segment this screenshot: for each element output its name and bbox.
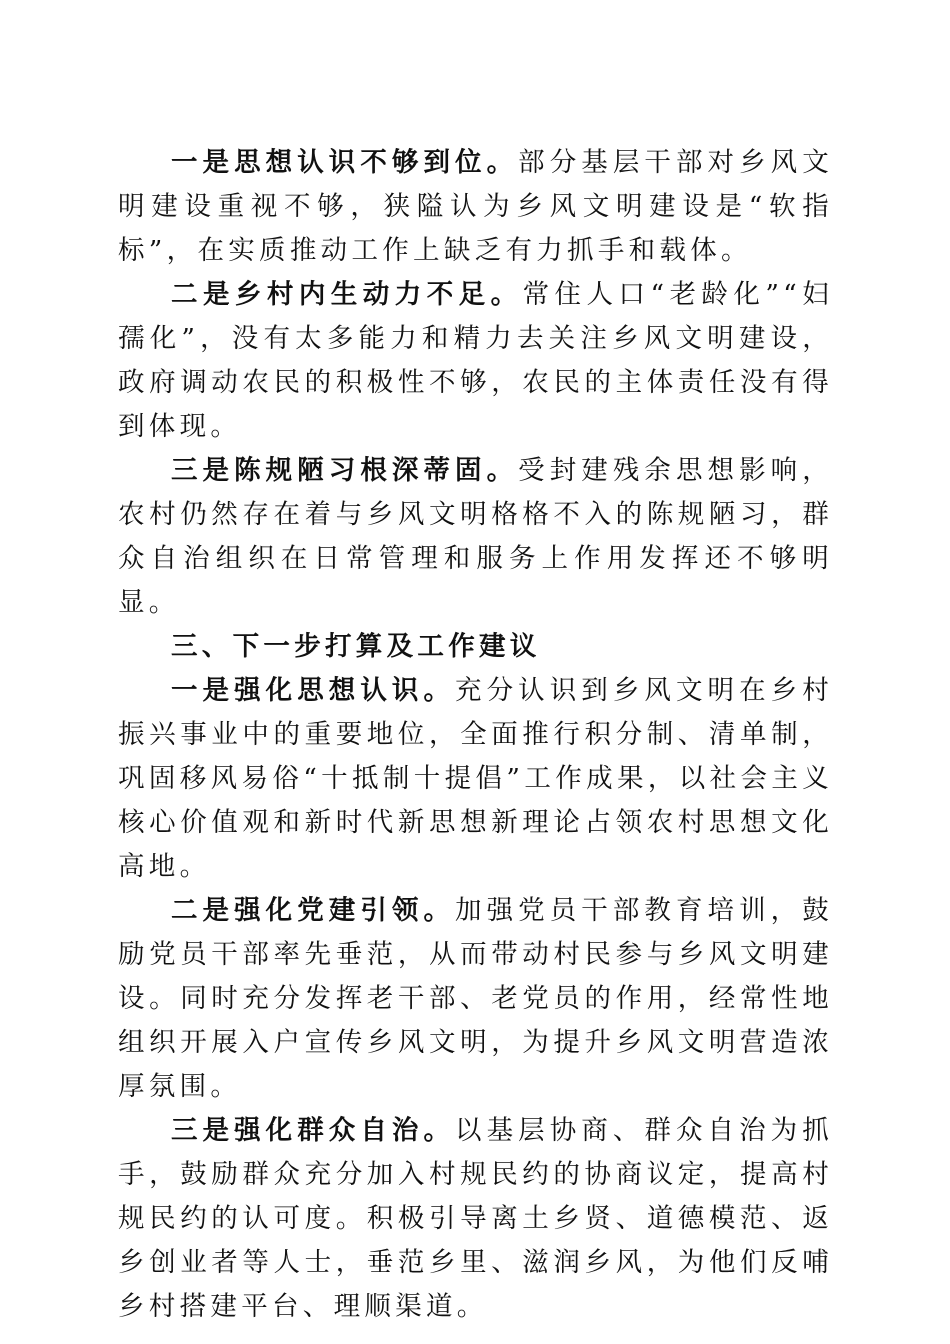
suggestion-paragraph-3: [118, 1109, 833, 1329]
paragraph-body: 部分基层干部对乡风文明建设重视不够，狭隘认为乡风文明建设是“软指标”，在实质推动工作上缺乏有力抓手和载体。: [118, 147, 833, 266]
problem-paragraph-3: [118, 449, 833, 625]
paragraph-lead: 三是陈规陋习根深蒂固。: [171, 455, 519, 486]
paragraph-lead: 二是强化党建引领。: [171, 895, 456, 926]
paragraph-body: 受封建残余思想影响，农村仍然存在着与乡风文明格格不入的陈规陋习，群众自治组织在日常管理和服务上作用发挥还不够明显。: [118, 455, 833, 618]
paragraph-lead: 三是强化群众自治。: [171, 1115, 456, 1146]
paragraph-body: 加强党员干部教育培训，鼓励党员干部率先垂范，从而带动村民参与乡风文明建设。同时充分发挥老干部、老党员的作用，经常性地组织开展入户宣传乡风文明，为提升乡风文明营造浓厚氛围。: [118, 895, 833, 1102]
paragraph-lead: 二是乡村内生动力不足。: [171, 279, 523, 310]
paragraph-lead: 一是思想认识不够到位。: [171, 147, 519, 178]
paragraph-body: 常住人口“老龄化”“妇孺化”，没有太多能力和精力去关注乡风文明建设，政府调动农民的积极性不够，农民的主体责任没有得到体现。: [118, 279, 833, 442]
suggestion-paragraph-2: [118, 889, 833, 1109]
paragraph-body: 以基层协商、群众自治为抓手，鼓励群众充分加入村规民约的协商议定，提高村规民约的认可度。积极引导离土乡贤、道德模范、返乡创业者等人士，垂范乡里、滋润乡风，为他们反哺乡村搭建平台、理顺渠道。: [118, 1115, 833, 1322]
paragraph-body: 充分认识到乡风文明在乡村振兴事业中的重要地位，全面推行积分制、清单制，巩固移风易俗“十抵制十提倡”工作成果，以社会主义核心价值观和新时代新思想新理论占领农村思想文化高地。: [118, 675, 833, 882]
paragraph-lead: 一是强化思想认识。: [171, 675, 456, 706]
problem-paragraph-2: [118, 273, 833, 449]
section-heading: 三、下一步打算及工作建议: [171, 631, 541, 662]
problem-paragraph-1: [118, 141, 833, 273]
suggestion-paragraph-1: [118, 669, 833, 889]
document-body: [118, 141, 833, 1329]
